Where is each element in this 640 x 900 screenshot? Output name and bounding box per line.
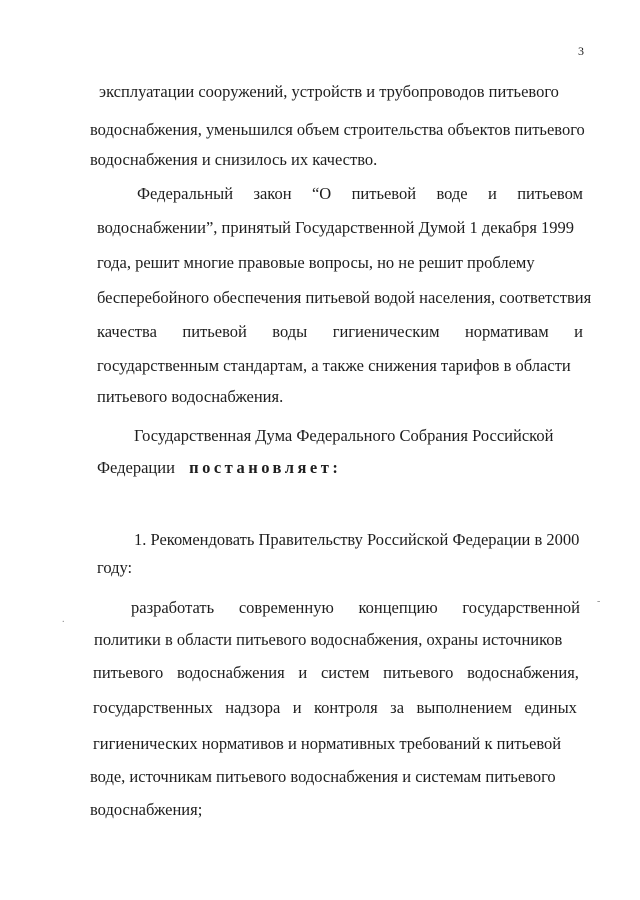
scan-mark: . [62, 614, 65, 625]
paragraph-5-line-4 [93, 698, 577, 718]
paragraph-2-line-1-word: Федеральный [137, 184, 234, 203]
paragraph-5-line-4-word: за [390, 698, 405, 717]
paragraph-3-line-2 [97, 458, 341, 478]
paragraph-2-line-3: года, решит многие правовые вопросы, но не решит проблему [97, 253, 535, 272]
paragraph-5-line-4-word: государственных [93, 698, 213, 717]
paragraph-1-line-2: водоснабжения, уменьшился объем строительства объектов питьевого [90, 120, 585, 139]
paragraph-5-line-4-word: единых [524, 698, 577, 717]
paragraph-2-line-5-word: питьевой [182, 322, 247, 341]
paragraph-3-line-1: Государственная Дума Федерального Собрания Российской [134, 426, 554, 445]
paragraph-5-line-6: воде, источникам питьевого водоснабжения и системам питьевого [90, 767, 556, 786]
scan-mark: - [597, 596, 601, 607]
paragraph-4-line-2: году: [97, 558, 133, 577]
paragraph-2-line-6: государственным стандартам, а также снижения тарифов в области [97, 356, 571, 375]
paragraph-5-line-1 [131, 598, 580, 618]
paragraph-2-line-7: питьевого водоснабжения. [97, 387, 284, 406]
paragraph-5-line-1-word: государственной [462, 598, 580, 617]
paragraph-2-line-1 [137, 184, 583, 204]
paragraph-4-line-1: 1. Рекомендовать Правительству Российской Федерации в 2000 [134, 530, 580, 549]
paragraph-5-line-1-word: концепцию [358, 598, 438, 617]
paragraph-1-line-3: водоснабжения и снизилось их качество. [90, 150, 378, 169]
paragraph-5-line-3-word: питьевого [93, 663, 164, 682]
paragraph-5-line-3-word: и [298, 663, 308, 682]
paragraph-2-line-1-word: питьевой [351, 184, 417, 203]
paragraph-2-line-5-word: воды [272, 322, 308, 341]
paragraph-5-line-4-word: и [292, 698, 302, 717]
page-number: 3 [578, 44, 584, 58]
paragraph-5-line-7: водоснабжения; [90, 800, 203, 819]
paragraph-2-line-5-word: качества [97, 322, 157, 341]
paragraph-2-line-5-word: нормативам [464, 322, 549, 341]
paragraph-5-line-4-word: надзора [225, 698, 281, 717]
paragraph-5-line-4-word: контроля [313, 698, 378, 717]
paragraph-5-line-5: гигиенических нормативов и нормативных требований к питьевой [93, 734, 562, 753]
paragraph-2-line-1-word: питьевом [517, 184, 583, 203]
paragraph-2-line-1-word: “О [311, 184, 332, 203]
paragraph-2-line-1-word: воде [436, 184, 468, 203]
resolution-keyword: постановляет: [189, 458, 342, 477]
paragraph-2-line-5 [97, 322, 583, 342]
paragraph-5-line-3-word: водоснабжения [176, 663, 285, 682]
paragraph-2-line-2: водоснабжении”, принятый Государственной Думой 1 декабря 1999 [97, 218, 575, 237]
paragraph-5-line-1-word: современную [238, 598, 334, 617]
paragraph-1-line-1: эксплуатации сооружений, устройств и трубопроводов питьевого [99, 82, 559, 101]
paragraph-5-line-3-word: систем [320, 663, 370, 682]
paragraph-5-line-3 [93, 663, 579, 683]
paragraph-5-line-3-word: водоснабжения, [467, 663, 579, 682]
paragraph-2-line-4: бесперебойного обеспечения питьевой водой населения, соответствия [97, 288, 592, 307]
paragraph-2-line-5-word: гигиеническим [332, 322, 440, 341]
paragraph-2-line-5-word: и [574, 322, 583, 341]
paragraph-5-line-3-word: питьевого [383, 663, 454, 682]
paragraph-2-line-1-word: и [487, 184, 497, 203]
paragraph-5-line-1-word: разработать [131, 598, 215, 617]
paragraph-5-line-4-word: выполнением [416, 698, 512, 717]
paragraph-5-line-2: политики в области питьевого водоснабжения, охраны источников [94, 630, 563, 649]
paragraph-3-line-2-prefix: Федерации [97, 458, 175, 477]
paragraph-2-line-1-word: закон [253, 184, 292, 203]
